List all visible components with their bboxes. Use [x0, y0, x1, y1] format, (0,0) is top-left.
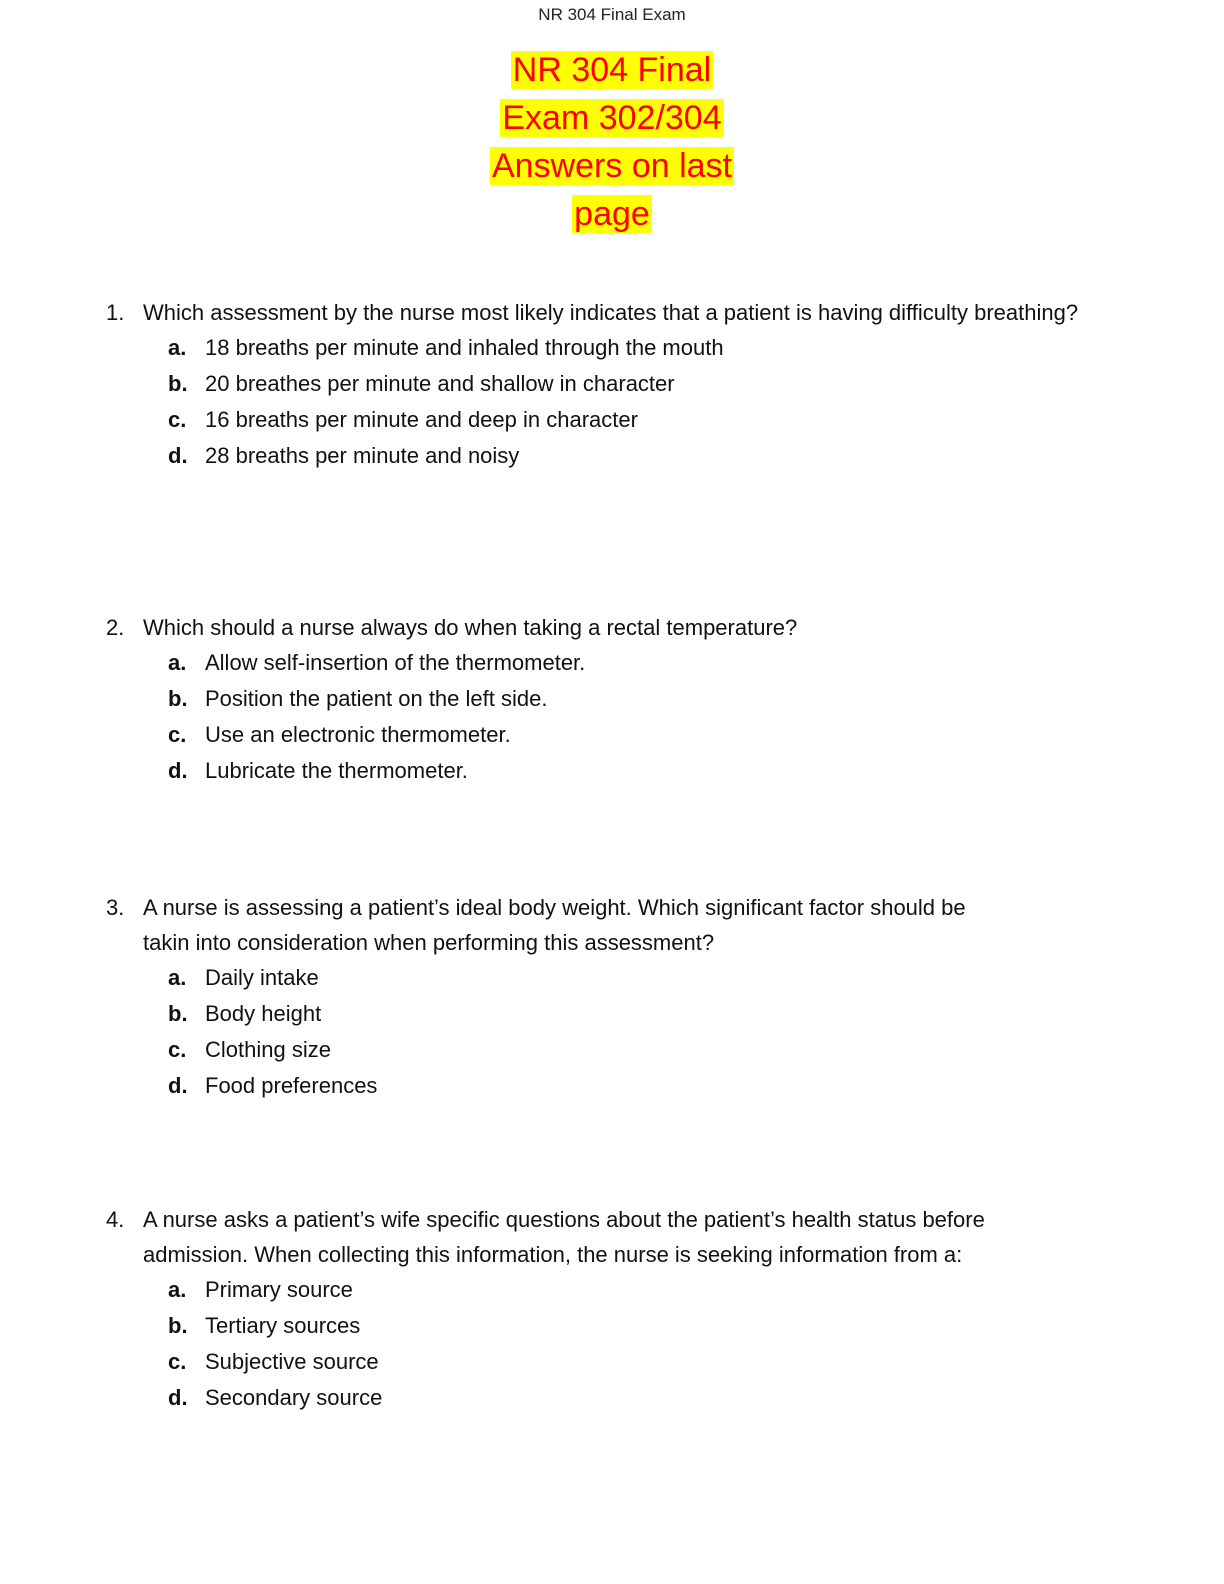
title-line [0, 142, 1224, 190]
answer-option [106, 1344, 1116, 1380]
option-text: 18 breaths per minute and inhaled through the mouth [205, 335, 724, 360]
option-text: Body height [205, 1001, 322, 1026]
question-text: Which assessment by the nurse most likely indicates that a patient is having difficulty breathing? [143, 300, 1079, 325]
document-title [0, 46, 1224, 238]
answer-option [106, 645, 1116, 681]
option-letter: a. [168, 650, 187, 675]
option-letter: d. [168, 1073, 188, 1098]
option-text: Primary source [205, 1277, 353, 1302]
answer-option [106, 366, 1116, 402]
option-letter: c. [168, 1349, 187, 1374]
option-letter: a. [168, 1277, 187, 1302]
option-letter: c. [168, 1037, 187, 1062]
option-text: Daily intake [205, 965, 319, 990]
title-line [0, 190, 1224, 238]
answer-option [106, 1380, 1116, 1416]
answer-options [106, 960, 1116, 1104]
answer-option [106, 960, 1116, 996]
option-text: Tertiary sources [205, 1313, 361, 1338]
question-number: 2. [106, 615, 125, 640]
answer-options [106, 645, 1116, 789]
title-line [0, 94, 1224, 142]
answer-option [106, 996, 1116, 1032]
option-text: Clothing size [205, 1037, 331, 1062]
option-letter: b. [168, 686, 188, 711]
question-number: 4. [106, 1207, 125, 1232]
answer-option [106, 1068, 1116, 1104]
question-stem [106, 295, 1116, 330]
question-1 [106, 295, 1116, 474]
running-header: NR 304 Final Exam [538, 5, 686, 24]
answer-option [106, 753, 1116, 789]
option-letter: b. [168, 1313, 188, 1338]
answer-options [106, 1272, 1116, 1416]
option-letter: d. [168, 443, 188, 468]
question-4 [106, 1202, 1116, 1416]
title-line [0, 46, 1224, 94]
option-text: Subjective source [205, 1349, 379, 1374]
title-line-text: page [574, 195, 650, 233]
question-text: A nurse is assessing a patient’s ideal body weight. Which significant factor should be takin into consideration when performing this assessment? [143, 895, 966, 955]
option-text: 20 breathes per minute and shallow in character [205, 371, 675, 396]
answer-option [106, 1032, 1116, 1068]
answer-option [106, 1272, 1116, 1308]
question-3 [106, 890, 1116, 1104]
option-text: Use an electronic thermometer. [205, 722, 511, 747]
option-letter: a. [168, 335, 187, 360]
question-number: 3. [106, 895, 125, 920]
option-letter: c. [168, 722, 187, 747]
question-number: 1. [106, 300, 125, 325]
option-text: Allow self-insertion of the thermometer. [205, 650, 586, 675]
option-letter: d. [168, 758, 188, 783]
answer-option [106, 438, 1116, 474]
option-text: Position the patient on the left side. [205, 686, 548, 711]
option-letter: b. [168, 1001, 188, 1026]
title-line-text: Exam 302/304 [502, 99, 722, 137]
option-text: Secondary source [205, 1385, 383, 1410]
answer-option [106, 1308, 1116, 1344]
title-line-text: Answers on last [492, 147, 732, 185]
answer-options [106, 330, 1116, 474]
question-text: Which should a nurse always do when taking a rectal temperature? [143, 615, 798, 640]
answer-option [106, 402, 1116, 438]
question-stem [106, 1202, 1116, 1272]
answer-option [106, 330, 1116, 366]
option-text: 28 breaths per minute and noisy [205, 443, 520, 468]
question-stem [106, 890, 1116, 960]
option-text: 16 breaths per minute and deep in character [205, 407, 638, 432]
answer-option [106, 681, 1116, 717]
option-letter: b. [168, 371, 188, 396]
option-letter: c. [168, 407, 187, 432]
question-2 [106, 610, 1116, 789]
option-text: Food preferences [205, 1073, 378, 1098]
option-text: Lubricate the thermometer. [205, 758, 468, 783]
question-text: A nurse asks a patient’s wife specific questions about the patient’s health status before admission. When collecting this information, the nurse is seeking information from a: [143, 1207, 985, 1267]
title-line-text: NR 304 Final [512, 51, 712, 89]
answer-option [106, 717, 1116, 753]
question-stem [106, 610, 1116, 645]
option-letter: a. [168, 965, 187, 990]
option-letter: d. [168, 1385, 188, 1410]
